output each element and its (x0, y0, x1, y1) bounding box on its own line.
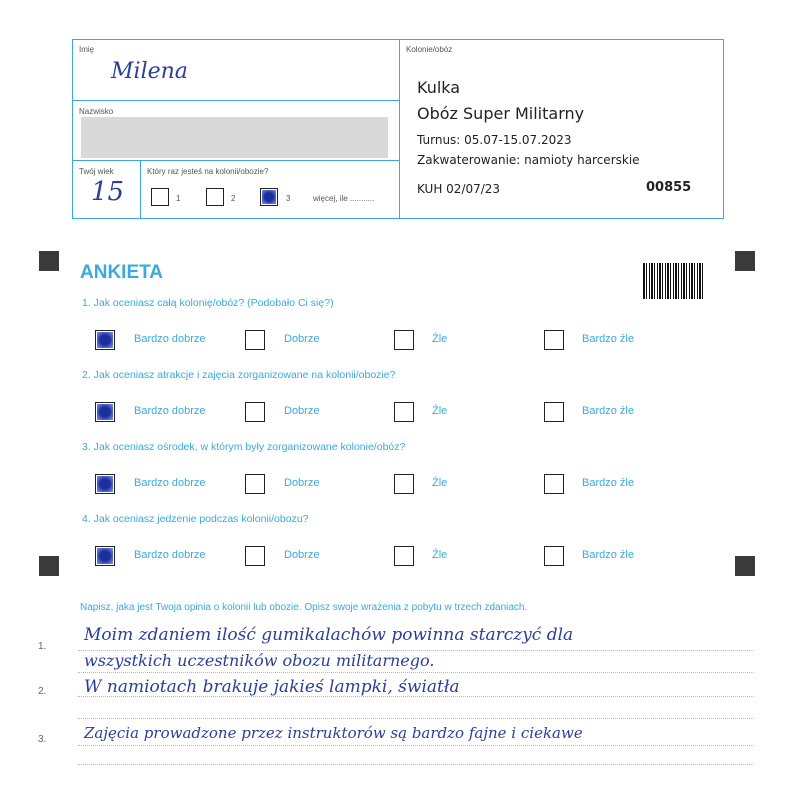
nazwisko-label: Nazwisko (79, 107, 114, 116)
header-line (140, 160, 141, 218)
wiecej-label: więcej, ile ........... (313, 194, 375, 203)
header-line (73, 100, 399, 101)
camp-name: Kulka (417, 78, 461, 97)
question-3-option-3-checkbox[interactable] (394, 474, 414, 494)
question-1-option-4-checkbox[interactable] (544, 330, 564, 350)
imie-value: Milena (111, 59, 188, 84)
wiek-label: Twój wiek (79, 167, 114, 176)
question-4-text: 4. Jak oceniasz jedzenie podczas kolonii/obozu? (82, 513, 309, 525)
question-1-option-3-label: Źle (432, 333, 448, 345)
line-number: 3. (38, 734, 47, 745)
question-2-option-3-label: Źle (432, 405, 448, 417)
question-1-option-3-checkbox[interactable] (394, 330, 414, 350)
answer-line-3: Zajęcia prowadzone przez instruktorów są bardzo fajne i ciekawe (84, 724, 583, 742)
ktory-raz-label: Który raz jesteś na kolonii/obozie? (147, 167, 269, 176)
survey-title: ANKIETA (80, 262, 164, 283)
line-number: 1. (38, 641, 47, 652)
question-1-option-2-label: Dobrze (284, 333, 320, 345)
question-1-option-1-checkbox[interactable] (95, 330, 115, 350)
opinion-prompt: Napisz, jaka jest Twoja opinia o kolonii lub obozie. Opisz swoje wrażenia z pobytu w trzech zdaniach. (80, 602, 528, 613)
question-1-text: 1. Jak oceniasz całą kolonię/obóz? (Podobało Ci się?) (82, 297, 334, 309)
visit-2-checkbox[interactable] (206, 188, 224, 206)
question-4-option-1-checkbox[interactable] (95, 546, 115, 566)
question-1-option-1-label: Bardzo dobrze (134, 333, 206, 345)
question-2-option-4-label: Bardzo źle (582, 405, 634, 417)
question-3-text: 3. Jak oceniasz ośrodek, w którym były zorganizowane kolonie/obóz? (82, 441, 406, 453)
wiek-value: 15 (91, 177, 125, 207)
redacted-surname (81, 117, 388, 158)
imie-label: Imię (79, 45, 95, 54)
writing-line (78, 764, 754, 765)
question-2-option-4-checkbox[interactable] (544, 402, 564, 422)
barcode (643, 263, 703, 299)
question-3-option-4-label: Bardzo źle (582, 477, 634, 489)
visit-2-label: 2 (231, 194, 236, 203)
question-4-option-4-checkbox[interactable] (544, 546, 564, 566)
question-3-option-1-checkbox[interactable] (95, 474, 115, 494)
registration-mark (39, 556, 59, 576)
camp-program: Obóz Super Militarny (417, 104, 585, 123)
question-3-option-2-label: Dobrze (284, 477, 320, 489)
question-3-option-2-checkbox[interactable] (245, 474, 265, 494)
answer-line-1b: wszystkich uczestników obozu militarnego. (84, 651, 435, 670)
question-1-option-2-checkbox[interactable] (245, 330, 265, 350)
question-3-option-4-checkbox[interactable] (544, 474, 564, 494)
registration-mark (39, 251, 59, 271)
visit-3-checkbox[interactable] (260, 188, 278, 206)
camp-code: KUH 02/07/23 (417, 182, 501, 196)
question-2-option-2-checkbox[interactable] (245, 402, 265, 422)
question-2-text: 2. Jak oceniasz atrakcje i zajęcia zorganizowane na kolonii/obozie? (82, 369, 396, 381)
question-4-option-2-label: Dobrze (284, 549, 320, 561)
question-4-option-3-checkbox[interactable] (394, 546, 414, 566)
question-4-option-2-checkbox[interactable] (245, 546, 265, 566)
writing-line (78, 745, 754, 746)
visit-1-checkbox[interactable] (151, 188, 169, 206)
question-4-option-3-label: Źle (432, 549, 448, 561)
registration-mark (735, 556, 755, 576)
question-3-option-1-label: Bardzo dobrze (134, 477, 206, 489)
line-number: 2. (38, 686, 47, 697)
header-form (72, 39, 724, 219)
question-2-option-1-label: Bardzo dobrze (134, 405, 206, 417)
writing-line (78, 718, 754, 719)
answer-line-1: Moim zdaniem ilość gumikalachów powinna starczyć dla (84, 625, 574, 645)
header-line (73, 160, 399, 161)
question-3-option-3-label: Źle (432, 477, 448, 489)
question-1-option-4-label: Bardzo źle (582, 333, 634, 345)
question-4-option-1-label: Bardzo dobrze (134, 549, 206, 561)
question-4-option-4-label: Bardzo źle (582, 549, 634, 561)
visit-1-label: 1 (176, 194, 181, 203)
kolonie-label: Kolonie/obóz (406, 45, 453, 54)
header-divider (399, 40, 400, 218)
answer-line-2: W namiotach brakuje jakieś lampki, światła (84, 677, 460, 697)
turnus: Turnus: 05.07-15.07.2023 (417, 133, 572, 147)
question-2-option-1-checkbox[interactable] (95, 402, 115, 422)
question-2-option-2-label: Dobrze (284, 405, 320, 417)
question-2-option-3-checkbox[interactable] (394, 402, 414, 422)
writing-line (78, 672, 754, 673)
registration-mark (735, 251, 755, 271)
form-number: 00855 (646, 180, 692, 195)
visit-3-label: 3 (286, 194, 291, 203)
zakwaterowanie: Zakwaterowanie: namioty harcerskie (417, 153, 640, 167)
